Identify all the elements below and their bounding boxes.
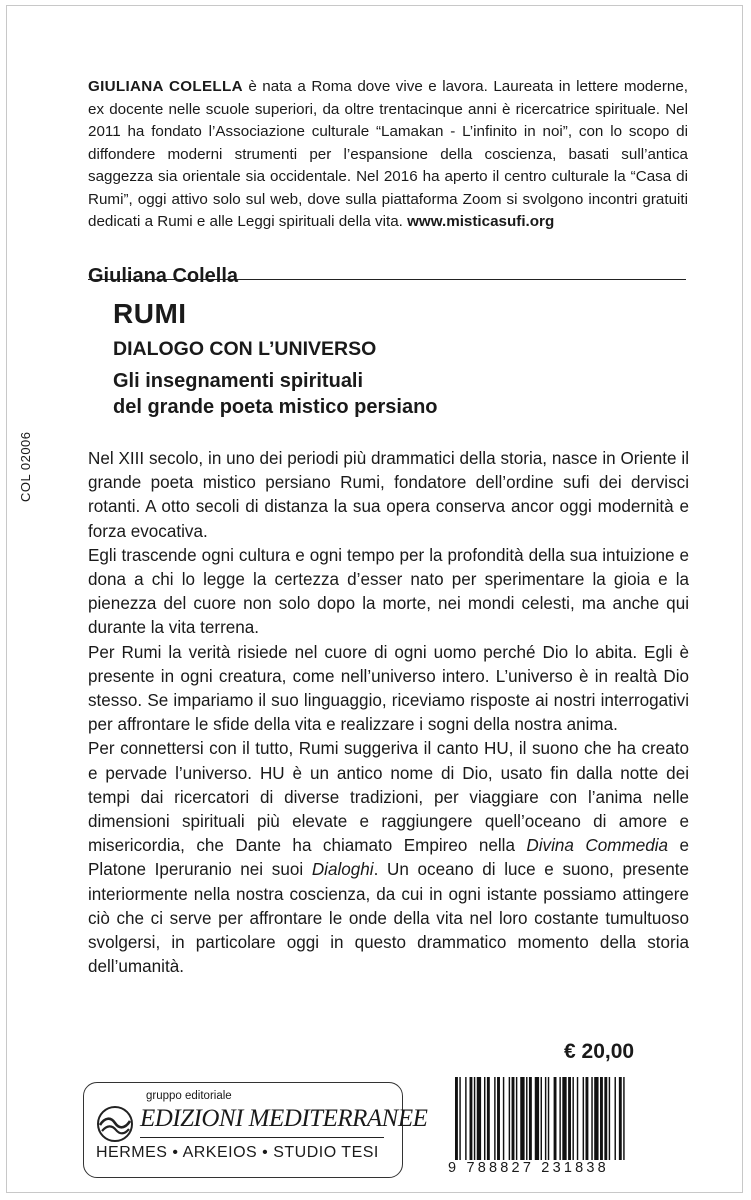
book-tagline [113,368,438,420]
isbn-number: 9 788827 231838 [448,1160,688,1176]
description-paragraph-3: Per Rumi la verità risiede nel cuore di ogni uomo perché Dio lo abita. Egli è presente in ogni creatura, come nell’universo intero. L’universo è in realtà Dio stesso. Se impariamo il suo linguaggio, riceviamo risposte ai nostri interrogativi per affrontare le sfide della vita e realizzare i sogni della nostra anima. [88,642,689,735]
book-author: Giuliana Colella [88,265,239,287]
wave-logo-icon [96,1105,134,1143]
p4-text-c: . Un oceano di luce e suono, presente interiormente nella nostra coscienza, da cui in ogni istante possiamo attingere ciò che ci serve per affrontare le onde della vita nel loro costante tumultuoso svolgersi, in particolare oggi in questo drammatico momento della storia dell’umanità. [88,860,689,977]
publisher-group-label: gruppo editoriale [146,1090,232,1102]
bio-website: www.misticasufi.org [407,213,555,230]
publisher-name-underline [140,1137,384,1138]
price: € 20,00 [564,1040,635,1063]
description-paragraph-2: Egli trascende ogni cultura e ogni tempo per la profondità della sua intuizione e dona a chi lo legge la certezza d’esser nato per sperimentare la gioia e la pienezza del cuore non solo dopo la morte, nei mondi celesti, ma anche qui durante la vita terrena. [88,545,689,638]
publisher-imprints: HERMES • ARKEIOS • STUDIO TESI [96,1144,379,1161]
tagline-line-2: del grande poeta mistico persiano [113,396,438,418]
book-title: RUMI [113,298,187,329]
description-paragraph-4 [88,737,689,979]
book-subtitle: DIALOGO CON L’UNIVERSO [113,338,377,360]
publisher-logo-box [83,1082,428,1178]
p4-italic-dialoghi: Dialoghi [311,860,374,880]
author-bio [88,76,688,234]
tagline-line-1: Gli insegnamenti spirituali [113,370,364,392]
book-description [88,447,689,979]
bio-author-name: GIULIANA COLELLA [88,78,243,95]
bio-text: è nata a Roma dove vive e lavora. Laureata in lettere moderne, ex docente nelle scuole superiori, da oltre trentacinque anni è ricercatrice spirituale. Nel 2011 ha fondato l’Associazione culturale “Lamakan - L’infinito in noi”, con lo scopo di diffondere moderni strumenti per l’espansione della coscienza, basati sull’antica saggezza sia orientale sia occidentale. Nel 2016 ha aperto il centro culturale la “Casa di Rumi”, oggi attivo solo sul web, dove sulla piattaforma Zoom si svolgono incontri gratuiti dedicati a Rumi e alle Leggi spirituali della vita. [88,78,688,230]
p4-text-b: e Platone Iperuranio nei suoi [88,836,689,880]
barcode-bars [445,1077,688,1162]
description-paragraph-1: Nel XIII secolo, in uno dei periodi più drammatici della storia, nasce in Oriente il grande poeta mistico persiano Rumi, fondatore dell’ordine sufi dei dervisci rotanti. A otto secoli di distanza la sua opera conserva ancor oggi modernità e forza evocativa. [88,449,689,541]
publisher-name: EDIZIONI MEDITERRANEE [140,1105,428,1132]
p4-text-a: Per connettersi con il tutto, Rumi suggeriva il canto HU, il suono che ha creato e pervade l’universo. HU è un antico nome di Dio, usato fin dalla notte dei tempi dai ricercatori di diverse tradizioni, per viaggiare con l’anima nelle dimensioni spirituali più elevate e raggiungere quell’oceano di amore e misericordia, che Dante ha chiamato Empireo nella [88,739,689,856]
series-code: COL 02006 [18,431,33,502]
p4-italic-divina-commedia: Divina Commedia [526,836,669,856]
